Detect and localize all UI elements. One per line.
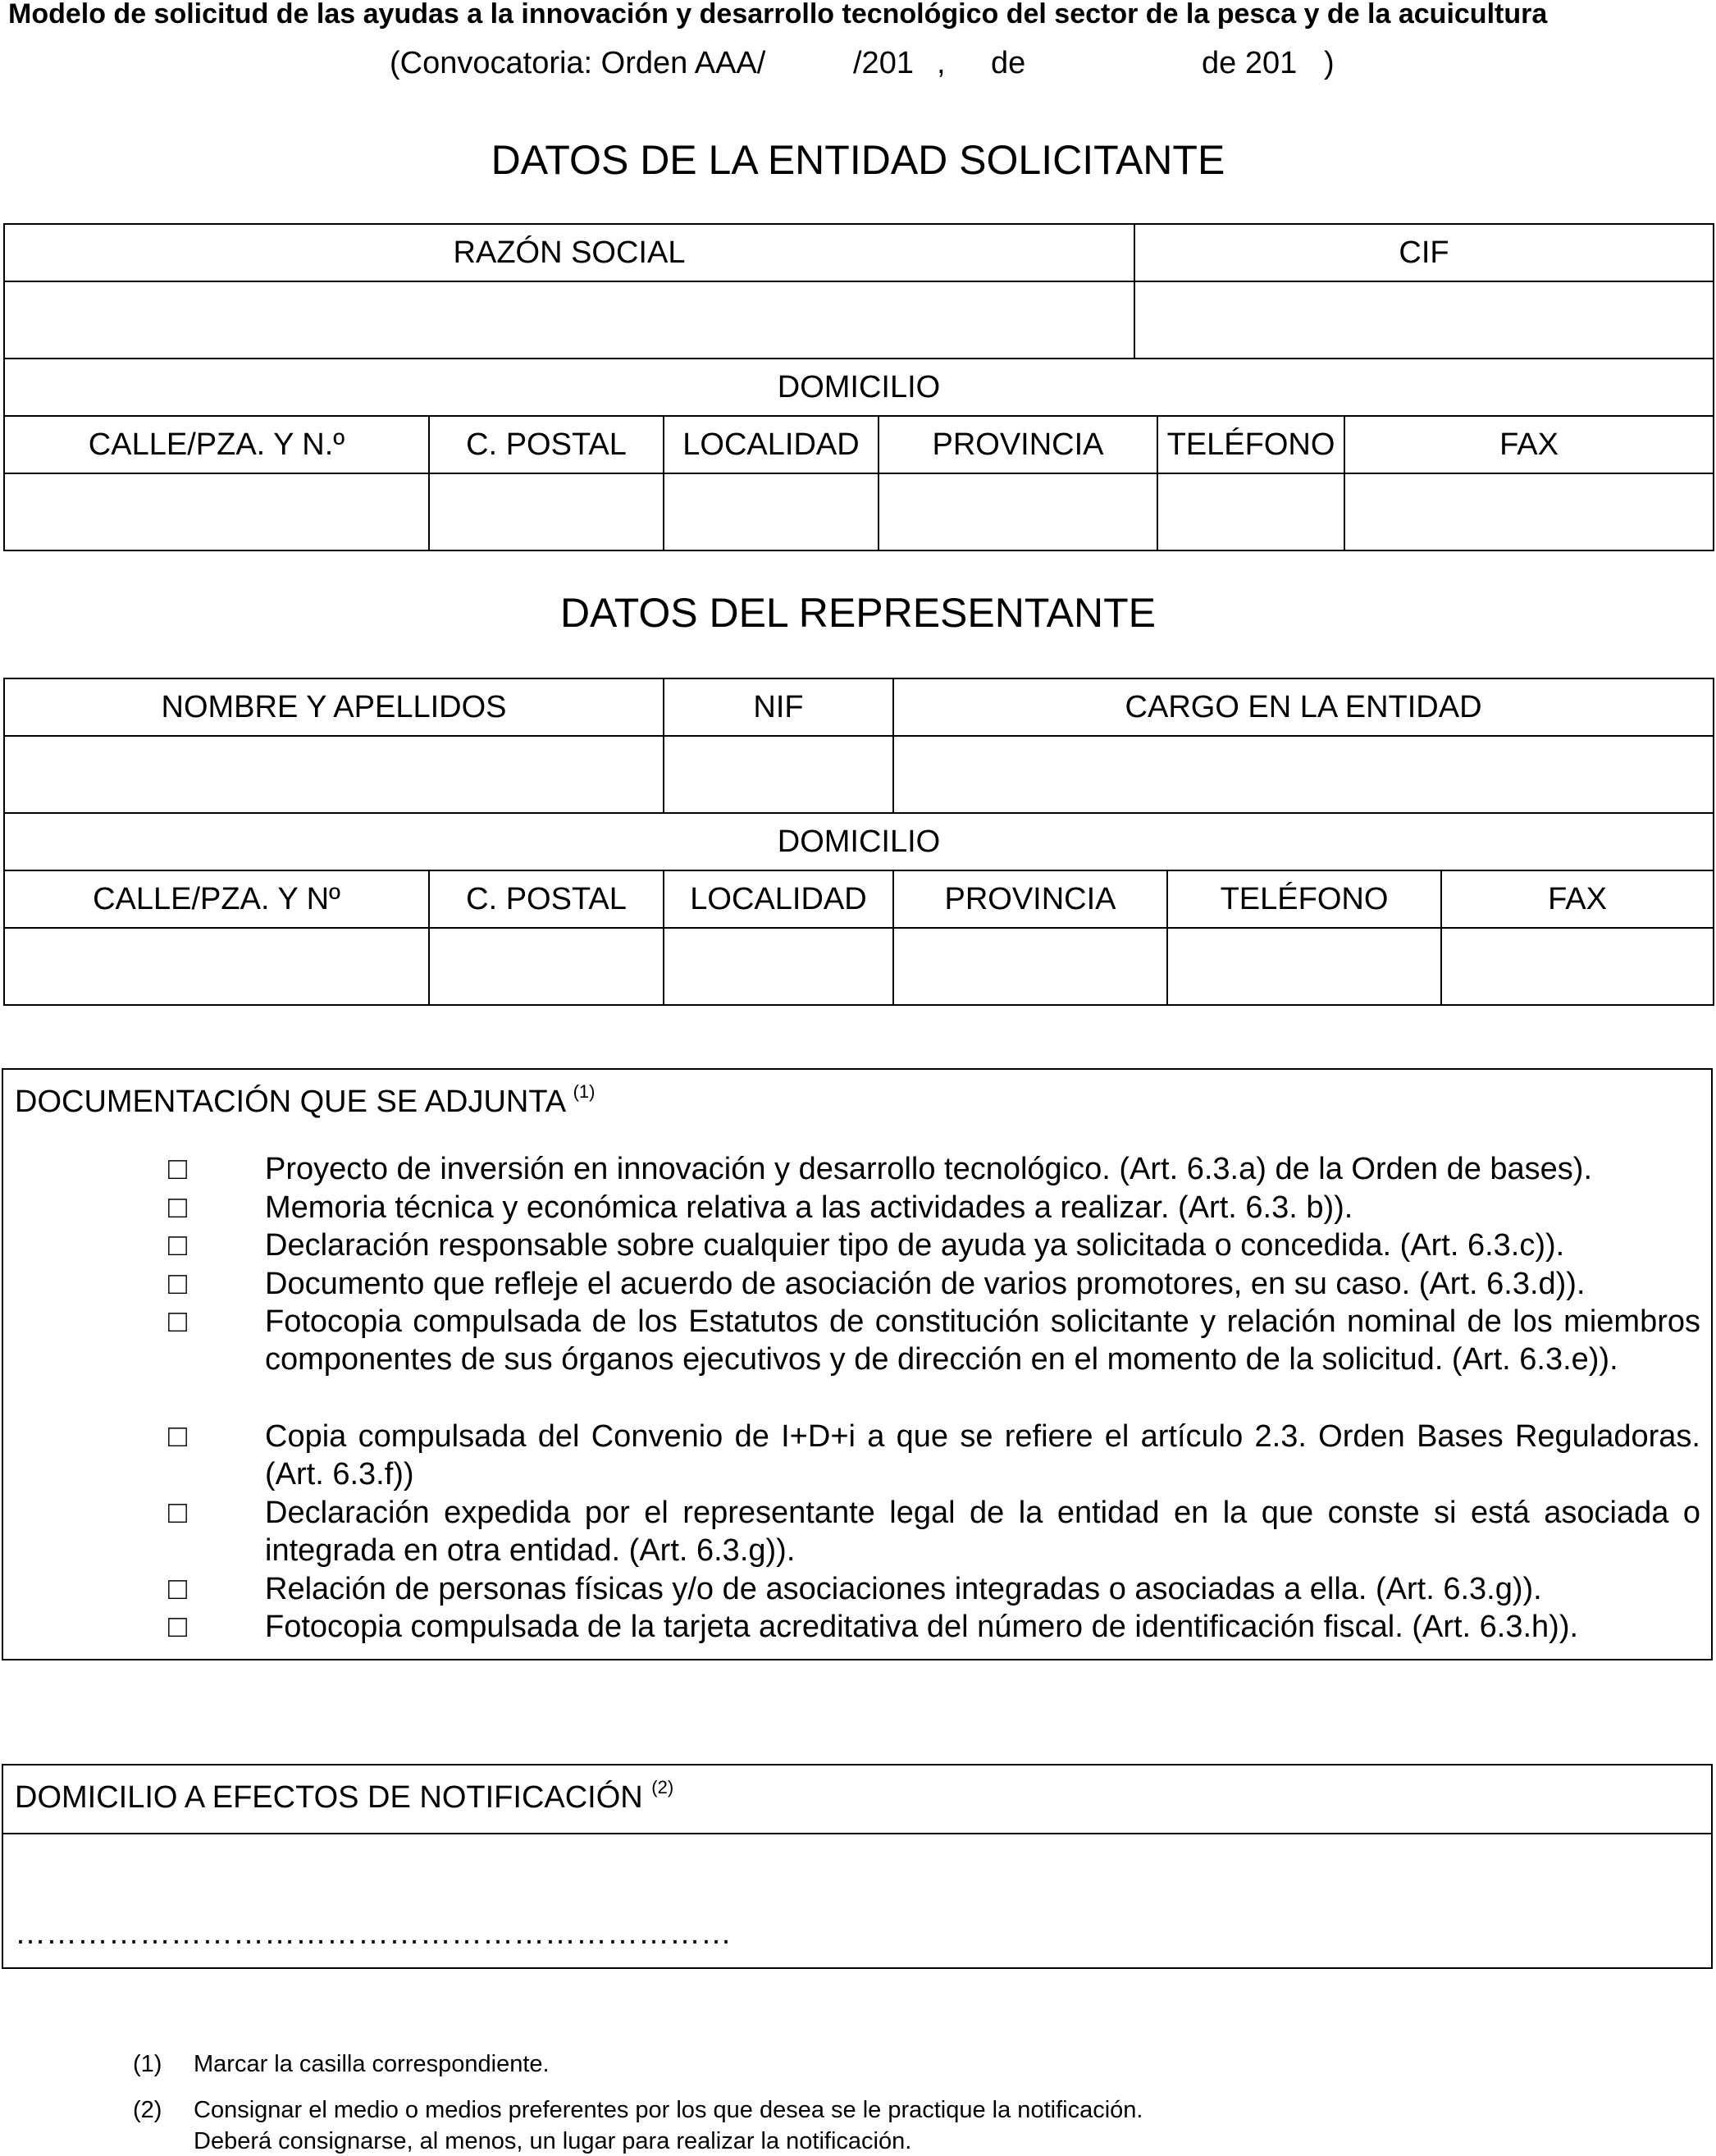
checkbox[interactable]: □ xyxy=(168,1267,187,1301)
doc-item-text: Proyecto de inversión en innovación y desarrollo tecnológico. (Art. 6.3.a) de la Orden de bases). xyxy=(265,1152,1593,1186)
doc-item-text: Declaración responsable sobre cualquier tipo de ayuda ya solicitada o concedida. (Art. 6.3.c)). xyxy=(265,1228,1565,1263)
representante-domicilio-label: DOMICILIO xyxy=(4,813,1714,870)
nif-field[interactable] xyxy=(664,736,893,813)
rep-telefono-field[interactable] xyxy=(1167,928,1441,1005)
nif-label: NIF xyxy=(664,678,893,736)
convocatoria-prefix: (Convocatoria: Orden AAA/ xyxy=(390,46,766,80)
checkbox[interactable]: □ xyxy=(168,1496,187,1530)
razon-social-field[interactable] xyxy=(4,281,1134,359)
entidad-telefono-label: TELÉFONO xyxy=(1157,416,1344,473)
convocatoria-year: /201 xyxy=(853,46,914,80)
representante-heading: DATOS DEL REPRESENTANTE xyxy=(559,590,1157,636)
footnote-1-text: Marcar la casilla correspondiente. xyxy=(194,2051,550,2077)
convocatoria-de-year: de 201 xyxy=(1202,46,1298,80)
entidad-cpostal-field[interactable] xyxy=(429,473,664,550)
notificacion-divider xyxy=(2,1833,1713,1834)
checkbox[interactable]: □ xyxy=(168,1304,187,1339)
footnote-1-number: (1) xyxy=(133,2051,162,2077)
doc-item-text: Relación de personas físicas y/o de asociaciones integradas o asociadas a ella. (Art. 6.3.g)). xyxy=(265,1572,1542,1606)
entidad-calle-field[interactable] xyxy=(4,473,429,550)
notificacion-title: DOMICILIO A EFECTOS DE NOTIFICACIÓN $^{(2)}$ xyxy=(15,1777,674,1815)
doc-item-text: Copia compulsada del Convenio de I+D+i a que se refiere el artículo 2.3. Orden Bases Reguladoras. (Art. 6.3.f)) xyxy=(265,1419,1700,1491)
notificacion-note-ref: (2) xyxy=(651,1777,674,1797)
entidad-localidad-field[interactable] xyxy=(664,473,879,550)
convocatoria-comma: , xyxy=(937,46,946,80)
entidad-provincia-label: PROVINCIA xyxy=(879,416,1157,473)
doc-item-text: Memoria técnica y económica relativa a las actividades a realizar. (Art. 6.3. b)). xyxy=(265,1190,1353,1225)
entidad-telefono-field[interactable] xyxy=(1157,473,1344,550)
rep-fax-label: FAX xyxy=(1441,870,1714,928)
doc-item-text: Declaración expedida por el representante legal de la entidad en la que conste si está asociada o integrada en otra entidad. (Art. 6.3.g)). xyxy=(265,1496,1700,1568)
checkbox[interactable]: □ xyxy=(168,1419,187,1454)
checkbox[interactable]: □ xyxy=(168,1190,187,1225)
entidad-fax-label: FAX xyxy=(1344,416,1714,473)
cif-field[interactable] xyxy=(1134,281,1714,359)
rep-cpostal-field[interactable] xyxy=(429,928,664,1005)
documentacion-note-ref: (1) xyxy=(573,1081,596,1102)
documentacion-title: DOCUMENTACIÓN QUE SE ADJUNTA $^{(1)}$ xyxy=(15,1081,596,1119)
footnote-2-text-line1: Consignar el medio o medios preferentes por los que desea se le practique la notificación. xyxy=(194,2097,1143,2123)
entidad-calle-label: CALLE/PZA. Y N.º xyxy=(4,416,429,473)
entidad-localidad-label: LOCALIDAD xyxy=(664,416,879,473)
rep-provincia-field[interactable] xyxy=(893,928,1167,1005)
nombre-field[interactable] xyxy=(4,736,664,813)
doc-item-text: Documento que refleje el acuerdo de asociación de varios promotores, en su caso. (Art. 6.3.d)). xyxy=(265,1267,1586,1301)
entidad-cpostal-label: C. POSTAL xyxy=(429,416,664,473)
representante-table xyxy=(3,678,1714,1006)
checkbox[interactable]: □ xyxy=(168,1610,187,1644)
footnote-2-number: (2) xyxy=(133,2097,162,2123)
cargo-field[interactable] xyxy=(893,736,1714,813)
rep-calle-field[interactable] xyxy=(4,928,429,1005)
doc-item-text: Fotocopia compulsada de la tarjeta acreditativa del número de identificación fiscal. (Art. 6.3.h)). xyxy=(265,1610,1579,1644)
rep-provincia-label: PROVINCIA xyxy=(893,870,1167,928)
rep-localidad-field[interactable] xyxy=(664,928,893,1005)
cargo-label: CARGO EN LA ENTIDAD xyxy=(893,678,1714,736)
document-title: Modelo de solicitud de las ayudas a la innovación y desarrollo tecnológico del sector de la pesca y de la acuicultura xyxy=(8,0,1548,30)
entidad-provincia-field[interactable] xyxy=(879,473,1157,550)
entidad-table xyxy=(3,223,1714,551)
convocatoria-de: de xyxy=(991,46,1026,80)
footnote-2-text-line2: Deberá consignarse, al menos, un lugar para realizar la notificación. xyxy=(194,2128,912,2154)
cif-label: CIF xyxy=(1134,224,1714,281)
checkbox[interactable]: □ xyxy=(168,1152,187,1186)
convocatoria-close: ) xyxy=(1324,46,1335,80)
nombre-label: NOMBRE Y APELLIDOS xyxy=(4,678,664,736)
entidad-fax-field[interactable] xyxy=(1344,473,1714,550)
rep-calle-label: CALLE/PZA. Y Nº xyxy=(4,870,429,928)
checkbox[interactable]: □ xyxy=(168,1228,187,1263)
rep-telefono-label: TELÉFONO xyxy=(1167,870,1441,928)
rep-cpostal-label: C. POSTAL xyxy=(429,870,664,928)
rep-fax-field[interactable] xyxy=(1441,928,1714,1005)
doc-item-text: Fotocopia compulsada de los Estatutos de constitución solicitante y relación nominal de los miembros componentes de sus órganos ejecutivos y de dirección en el momento de la solicitud. (Art. 6.3.e)). xyxy=(265,1304,1700,1377)
entidad-domicilio-label: DOMICILIO xyxy=(4,359,1714,416)
razon-social-label: RAZÓN SOCIAL xyxy=(4,224,1134,281)
notificacion-dotted-line[interactable]: …………………………………………………………… xyxy=(15,1916,732,1951)
rep-localidad-label: LOCALIDAD xyxy=(664,870,893,928)
entidad-heading: DATOS DE LA ENTIDAD SOLICITANTE xyxy=(491,137,1225,183)
checkbox[interactable]: □ xyxy=(168,1572,187,1606)
